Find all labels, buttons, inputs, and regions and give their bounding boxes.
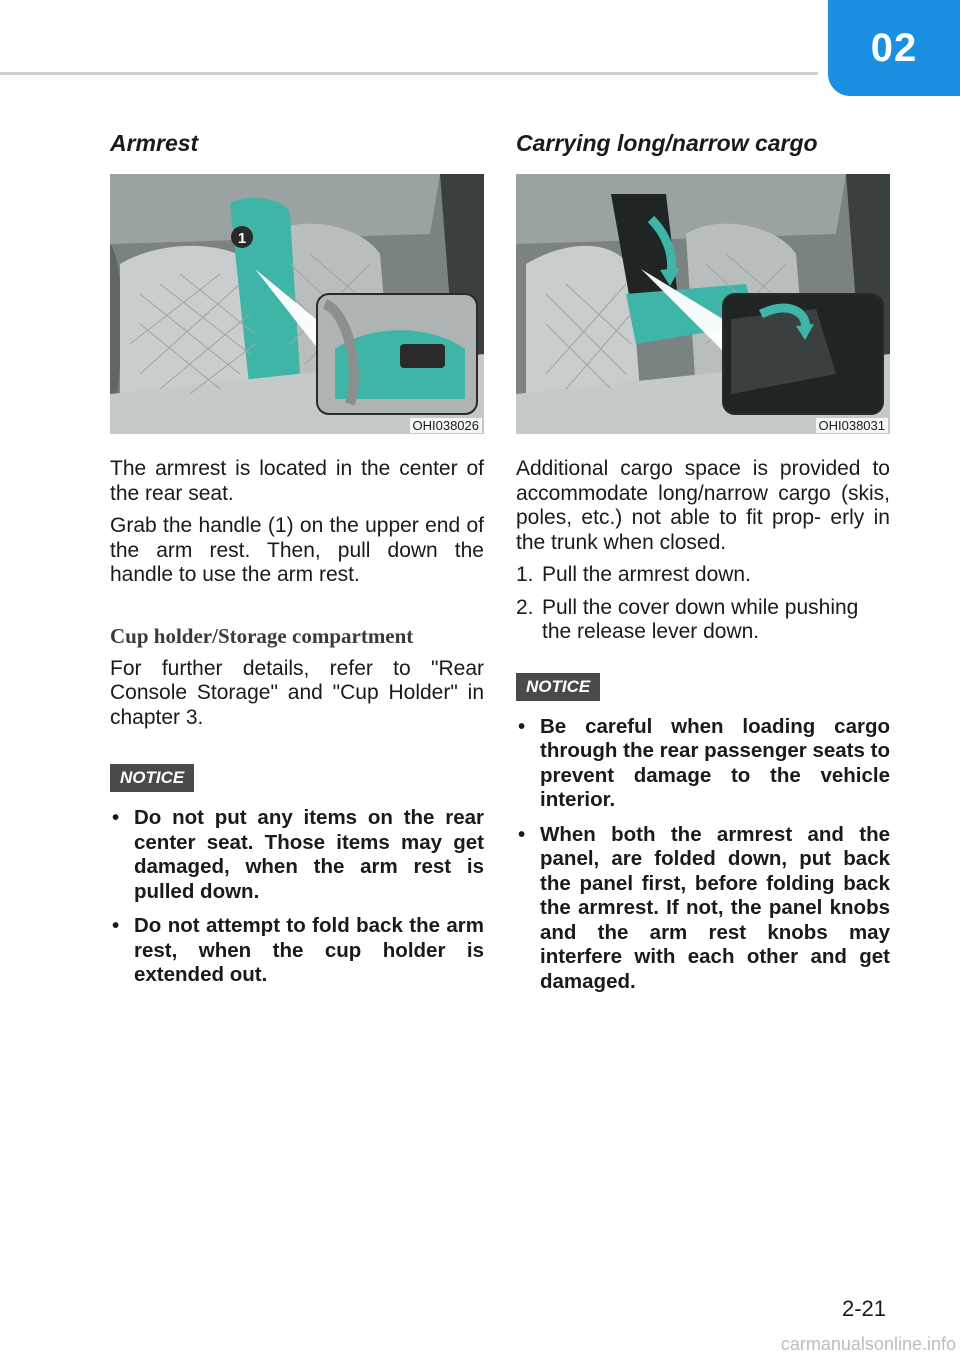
cup-holder-subheading: Cup holder/Storage compartment xyxy=(110,623,414,648)
step-text: Pull the cover down while pushing the release lever down. xyxy=(542,595,859,643)
cargo-intro: Additional cargo space is provided to accommodate long/narrow cargo (skis, poles, etc.) not able to fit prop- erly in the trunk when closed. xyxy=(516,457,890,554)
armrest-instructions: Grab the handle (1) on the upper end of the arm rest. Then, pull down the handle to use the arm rest. xyxy=(110,514,484,586)
cargo-illustration xyxy=(516,174,890,434)
armrest-illustration xyxy=(110,174,484,434)
list-item: • When both the armrest and the panel, are folded down, put back the panel first, before folding back the armrest. If not, the panel knobs and the arm rest knobs may interfere with each other and get damaged. xyxy=(516,823,890,995)
armrest-intro: The armrest is located in the center of the rear seat. xyxy=(110,457,484,505)
list-item: • Do not attempt to fold back the arm rest, when the cup holder is extended out. xyxy=(110,914,484,988)
notice-list-right xyxy=(516,715,890,995)
chapter-tab xyxy=(828,0,960,96)
list-item xyxy=(516,596,890,645)
step-text: Pull the armrest down. xyxy=(542,563,751,586)
notice-badge-right: NOTICE xyxy=(516,673,600,701)
list-item: • Be careful when loading cargo through the rear passenger seats to prevent damage to the vehicle interior. xyxy=(516,715,890,813)
cargo-steps xyxy=(516,563,890,645)
step-number: 1. xyxy=(516,563,534,586)
watermark: carmanualsonline.info xyxy=(780,1334,956,1354)
section-title-armrest: Armrest xyxy=(110,130,199,156)
left-column xyxy=(110,130,484,998)
chapter-number: 02 xyxy=(870,25,918,70)
header-rule xyxy=(0,72,818,75)
figure-code-right: OHI038031 xyxy=(816,418,889,433)
cargo-figure xyxy=(516,174,890,434)
section-title-cargo: Carrying long/narrow cargo xyxy=(516,130,818,156)
notice-badge-left: NOTICE xyxy=(110,764,194,792)
cup-holder-reference: For further details, refer to "Rear Console Storage" and "Cup Holder" in chapter 3. xyxy=(110,656,484,729)
page-number: 2-21 xyxy=(842,1296,887,1321)
right-column xyxy=(516,130,890,1004)
figure-code-left: OHI038026 xyxy=(410,418,483,433)
notice-list-left xyxy=(110,806,484,988)
callout-number: 1 xyxy=(237,230,247,247)
list-item: • Do not put any items on the rear center seat. Those items may get damaged, when the arm rest is pulled down. xyxy=(110,806,484,904)
step-number: 2. xyxy=(516,595,534,619)
armrest-figure xyxy=(110,174,484,434)
list-item xyxy=(516,563,890,588)
